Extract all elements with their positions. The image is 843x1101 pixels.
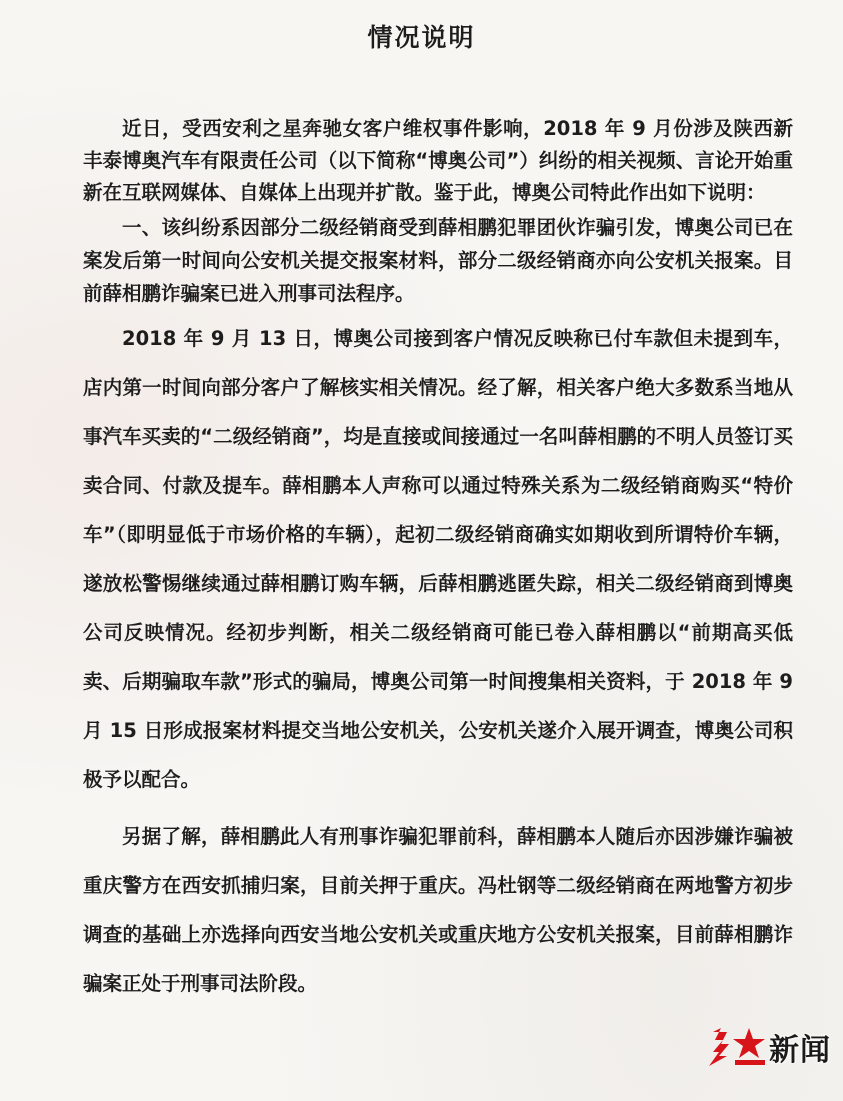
paragraph-point-one: 一、该纠纷系因部分二级经销商受到薛相鹏犯罪团伙诈骗引发，博奥公司已在案发后第一时间向公安机关提交报案材料，部分二级经销商亦向公安机关报案。目前薛相鹏诈骗案已进入刑事司法程序。: [83, 216, 793, 305]
red-star-logo-icon: [705, 1026, 769, 1068]
paragraph-intro: 近日，受西安利之星奔驰女客户维权事件影响，2018 年 9 月份涉及陕西新丰泰博奥汽车有限责任公司（以下简称“博奥公司”）纠纷的相关视频、言论开始重新在互联网媒体、自媒体上出现并扩散。鉴于此，博奥公司特此作出如下说明：: [83, 117, 793, 204]
watermark: [705, 1023, 831, 1071]
paragraph-further-info: 另据了解，薛相鹏此人有刑事诈骗犯罪前科，薛相鹏本人随后亦因涉嫌诈骗被重庆警方在西安抓捕归案，目前关押于重庆。冯杜钢等二级经销商在两地警方初步调查的基础上亦选择向西安当地公安机关或重庆地方公安机关报案，目前薛相鹏诈骗案正处于刑事司法阶段。: [83, 825, 793, 995]
watermark-text: 新闻: [769, 1033, 831, 1068]
document-title: 情况说明: [367, 23, 476, 52]
document-body: [83, 113, 793, 1008]
paragraph-details: 2018 年 9 月 13 日，博奥公司接到客户情况反映称已付车款但未提到车，店内第一时间向部分客户了解核实相关情况。经了解，相关客户绝大多数系当地从事汽车买卖的“二级经销商”，均是直接或间接通过一名叫薛相鹏的不明人员签订买卖合同、付款及提车。薛相鹏本人声称可以通过特殊关系为二级经销商购买“特价车”（即明显低于市场价格的车辆），起初二级经销商确实如期收到所谓特价车辆，遂放松警惕继续通过薛相鹏订购车辆，后薛相鹏逃匿失踪，相关二级经销商到博奥公司反映情况。经初步判断，相关二级经销商可能已卷入薛相鹏以“前期高买低卖、后期骗取车款”形式的骗局，博奥公司第一时间搜集相关资料，于 2018 年 9 月 15 日形成报案材料提交当地公安机关，公安机关遂介入展开调查，博奥公司积极予以配合。: [83, 327, 793, 791]
